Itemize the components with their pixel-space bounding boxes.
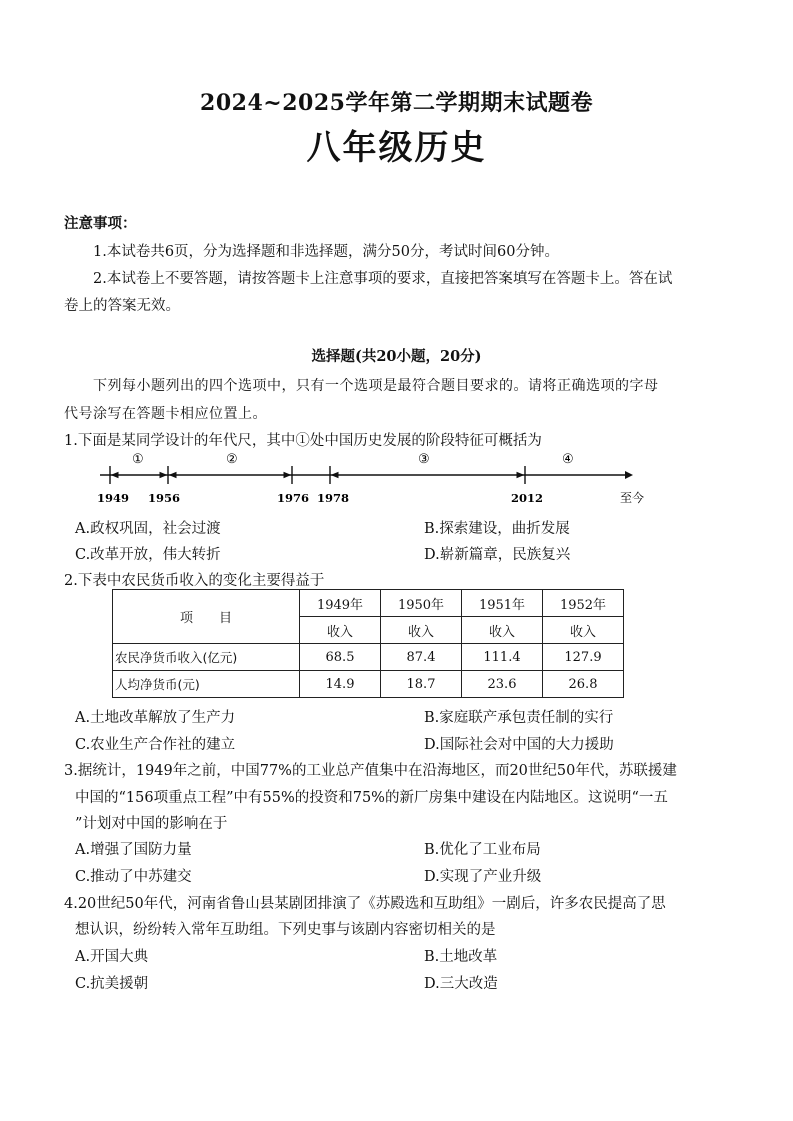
notice-item-2-line-1: 2.本试卷上不要答题，请按答题卡上注意事项的要求，直接把答案填写在答题卡上。答在试 bbox=[93, 271, 673, 287]
year-label-1978: 1978 bbox=[317, 491, 350, 505]
q2-option-b[interactable]: B.家庭联产承包责任制的实行 bbox=[424, 710, 614, 726]
table-subheader-income: 收入 bbox=[381, 617, 462, 644]
table-header-item: 项 目 bbox=[113, 590, 300, 644]
table-cell: 26.8 bbox=[543, 671, 624, 698]
table-subheader-income: 收入 bbox=[462, 617, 543, 644]
table-row bbox=[113, 671, 624, 698]
segment-label-4: ④ bbox=[562, 452, 574, 467]
table-cell: 23.6 bbox=[462, 671, 543, 698]
table-cell: 18.7 bbox=[381, 671, 462, 698]
table-header-year: 1952年 bbox=[543, 590, 624, 617]
table-row bbox=[113, 644, 624, 671]
section-instruction-line-1: 下列每小题列出的四个选项中，只有一个选项是最符合题目要求的。请将正确选项的字母 bbox=[93, 378, 659, 394]
segment-1-right-arrowhead bbox=[160, 473, 166, 478]
year-label-2012: 2012 bbox=[511, 491, 544, 505]
segment-3-right-arrowhead bbox=[517, 473, 523, 478]
q2-option-c[interactable]: C.农业生产合作社的建立 bbox=[75, 737, 236, 753]
q3-option-a[interactable]: A.增强了国防力量 bbox=[75, 842, 192, 858]
q4-option-c[interactable]: C.抗美援朝 bbox=[75, 976, 149, 992]
q3-stem-line-2: 中国的“156项重点工程”中有55%的投资和75%的新厂房集中建设在内陆地区。这说明“一五 bbox=[75, 790, 668, 806]
table-cell: 127.9 bbox=[543, 644, 624, 671]
segment-label-2: ② bbox=[226, 452, 238, 467]
notice-item-2-line-2: 卷上的答案无效。 bbox=[64, 298, 180, 314]
table-header-year: 1949年 bbox=[300, 590, 381, 617]
q1-timeline bbox=[80, 448, 660, 510]
q4-option-d[interactable]: D.三大改造 bbox=[424, 976, 498, 992]
table-subheader-income: 收入 bbox=[300, 617, 381, 644]
q1-option-b[interactable]: B.探索建设，曲折发展 bbox=[424, 521, 570, 537]
year-label-1949: 1949 bbox=[97, 491, 130, 505]
q1-stem: 1.下面是某同学设计的年代尺，其中①处中国历史发展的阶段特征可概括为 bbox=[64, 433, 542, 449]
q3-option-b[interactable]: B.优化了工业布局 bbox=[424, 842, 541, 858]
segment-3-left-arrowhead bbox=[332, 473, 338, 478]
q2-option-d[interactable]: D.国际社会对中国的大力援助 bbox=[424, 737, 614, 753]
year-label-present: 至今 bbox=[620, 491, 645, 505]
table-cell: 111.4 bbox=[462, 644, 543, 671]
q2-income-table bbox=[112, 589, 624, 698]
table-header-year: 1951年 bbox=[462, 590, 543, 617]
year-label-1976: 1976 bbox=[277, 491, 310, 505]
segment-2-right-arrowhead bbox=[284, 473, 290, 478]
segment-label-3: ③ bbox=[418, 452, 430, 467]
exam-title: 2024~2025学年第二学期期末试题卷 bbox=[200, 90, 593, 116]
table-cell: 87.4 bbox=[381, 644, 462, 671]
notice-heading: 注意事项： bbox=[64, 215, 137, 232]
section-instruction-line-2: 代号涂写在答题卡相应位置上。 bbox=[64, 406, 267, 422]
q1-option-c[interactable]: C.改革开放，伟大转折 bbox=[75, 547, 221, 563]
q3-option-c[interactable]: C.推动了中苏建交 bbox=[75, 869, 192, 885]
q4-stem-line-1: 4.20世纪50年代，河南省鲁山县某剧团排演了《苏殿选和互助组》一剧后，许多农民提高了思 bbox=[64, 896, 666, 912]
q4-stem-line-2: 想认识，纷纷转入常年互助组。下列史事与该剧内容密切相关的是 bbox=[75, 922, 496, 938]
q2-option-a[interactable]: A.土地改革解放了生产力 bbox=[75, 710, 236, 726]
q3-stem-line-1: 3.据统计，1949年之前，中国77%的工业总产值集中在沿海地区，而20世纪50年代，苏联援建 bbox=[64, 763, 677, 779]
table-row-label: 人均净货币(元) bbox=[113, 671, 300, 698]
table-header-year: 1950年 bbox=[381, 590, 462, 617]
q1-option-d[interactable]: D.崭新篇章，民族复兴 bbox=[424, 547, 571, 563]
table-cell: 68.5 bbox=[300, 644, 381, 671]
q4-option-a[interactable]: A.开国大典 bbox=[75, 949, 149, 965]
notice-item-1: 1.本试卷共6页，分为选择题和非选择题，满分50分，考试时间60分钟。 bbox=[93, 244, 559, 260]
segment-label-1: ① bbox=[132, 452, 144, 467]
q1-option-a[interactable]: A.政权巩固，社会过渡 bbox=[75, 521, 221, 537]
timeline-arrowhead bbox=[625, 471, 633, 479]
q3-stem-line-3: ”计划对中国的影响在于 bbox=[75, 816, 228, 832]
q3-option-d[interactable]: D.实现了产业升级 bbox=[424, 869, 542, 885]
section-title: 选择题(共20小题，20分) bbox=[311, 348, 482, 365]
q4-option-b[interactable]: B.土地改革 bbox=[424, 949, 498, 965]
q2-stem: 2.下表中农民货币收入的变化主要得益于 bbox=[64, 573, 325, 589]
segment-2-left-arrowhead bbox=[170, 473, 176, 478]
table-cell: 14.9 bbox=[300, 671, 381, 698]
segment-1-left-arrowhead bbox=[112, 473, 118, 478]
table-header-row bbox=[113, 590, 624, 617]
year-label-1956: 1956 bbox=[148, 491, 181, 505]
table-row-label: 农民净货币收入(亿元) bbox=[113, 644, 300, 671]
exam-subject-title: 八年级历史 bbox=[306, 128, 487, 168]
table-subheader-income: 收入 bbox=[543, 617, 624, 644]
